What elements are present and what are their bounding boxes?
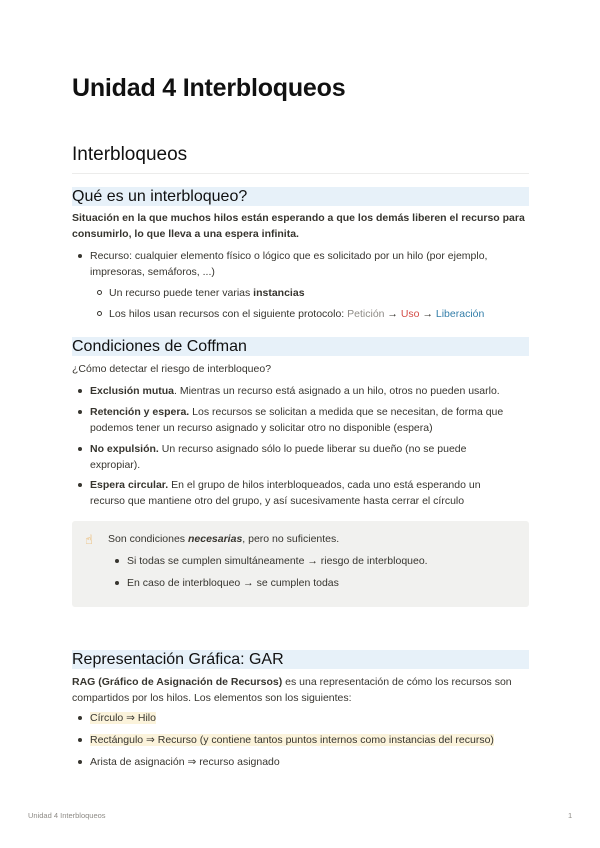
heading-coffman: Condiciones de Coffman: [72, 337, 529, 356]
bullet-dot: [78, 738, 82, 742]
coffman-item-3-text: Un recurso asignado sólo lo puede liberar su dueño (no se puede: [158, 443, 467, 455]
list-item-recurso: [90, 248, 530, 280]
gar-intro-line-2: compartidos por los hilos. Los elementos son los siguientes:: [72, 692, 352, 704]
gar-item-1-text: Círculo ⇒ Hilo: [90, 712, 156, 724]
bullet-dot: [115, 581, 119, 585]
bullet-circle: [97, 290, 102, 295]
gar-item-1: [90, 710, 156, 726]
pointing-hand-icon: ☝: [85, 532, 93, 547]
coffman-item-2-bold: Retención y espera.: [90, 406, 190, 418]
gar-intro-line-1: es una representación de cómo los recursos son: [282, 676, 512, 688]
callout-bullet-2-text: En caso de interbloqueo → se cumplen todas: [127, 577, 339, 589]
callout-text: [108, 531, 339, 547]
coffman-item-1: [90, 383, 530, 399]
definition-text: [72, 210, 525, 242]
footer-page-number: 1: [568, 811, 573, 820]
coffman-item-1-bold: Exclusión mutua: [90, 385, 175, 397]
callout-suffix: , pero no suficientes.: [242, 533, 340, 545]
sub1-bold: instancias: [253, 287, 305, 299]
footer-title: Unidad 4 Interbloqueos: [28, 811, 106, 820]
coffman-item-4-text: En el grupo de hilos interbloqueados, cada uno está esperando un: [168, 479, 481, 491]
bullet-dot: [78, 483, 82, 487]
callout-emph: necesarias: [187, 533, 243, 545]
liberacion-label: Liberación: [435, 308, 485, 320]
coffman-item-3-bold: No expulsión.: [90, 443, 159, 455]
bullet-dot: [78, 760, 82, 764]
bullet-dot: [115, 559, 119, 563]
gar-item-2: [90, 732, 494, 748]
coffman-item-2: [90, 404, 530, 436]
heading-que-es: Qué es un interbloqueo?: [72, 187, 529, 206]
coffman-item-4-line2: recurso que mantiene otro del grupo, y así sucesivamente hasta cerrar el círculo: [90, 495, 465, 507]
arrow-icon: →: [387, 308, 398, 320]
callout-prefix: Son condiciones: [108, 533, 188, 545]
coffman-item-3-line2: expropiar).: [90, 459, 141, 471]
coffman-item-3: [90, 441, 530, 473]
bullet-dot: [78, 716, 82, 720]
callout-box: [72, 521, 529, 607]
sub-item-protocolo: [109, 306, 484, 322]
gar-intro-bold: RAG (Gráfico de Asignación de Recursos): [72, 676, 283, 688]
recurso-line-1: Recurso: cualquier elemento físico o lógico que es solicitado por un hilo (por ejemplo,: [90, 250, 488, 262]
coffman-item-2-line2: podemos tener un recurso asignado y solicitar otro no disponible (espera): [90, 422, 433, 434]
bullet-dot: [78, 254, 82, 258]
sub-item-instancias: [109, 285, 305, 301]
gar-intro: [72, 674, 529, 706]
gar-item-3: [90, 754, 280, 770]
gar-item-3-text: Arista de asignación ⇒ recurso asignado: [90, 756, 280, 768]
sub2-text: Los hilos usan recursos con el siguiente protocolo:: [109, 308, 348, 320]
bullet-dot: [78, 410, 82, 414]
section-heading: Interbloqueos: [72, 144, 529, 174]
coffman-item-4-bold: Espera circular.: [90, 479, 169, 491]
gar-item-2-text: Rectángulo ⇒ Recurso (y contiene tantos puntos internos como instancias del recurso): [90, 734, 494, 746]
callout-bullet-2: [127, 575, 339, 591]
uso-label: Uso: [400, 308, 420, 320]
bullet-circle: [97, 311, 102, 316]
definition-line-2: consumirlo, lo que lleva a una espera infinita.: [72, 228, 299, 240]
sub1-text: Un recurso puede tener varias: [109, 287, 254, 299]
bullet-dot: [78, 389, 82, 393]
callout-bullet-1: [127, 553, 428, 569]
definition-line-1: Situación en la que muchos hilos están esperando a que los demás liberen el recurso para: [72, 212, 525, 224]
page-title: Unidad 4 Interbloqueos: [72, 74, 346, 102]
coffman-item-4: [90, 477, 530, 509]
coffman-item-1-text: . Mientras un recurso está asignado a un hilo, otros no pueden usarlo.: [174, 385, 500, 397]
heading-gar: Representación Gráfica: GAR: [72, 650, 529, 669]
arrow-icon: →: [422, 308, 433, 320]
bullet-dot: [78, 447, 82, 451]
recurso-line-2: impresoras, semáforos, ...): [90, 266, 215, 278]
coffman-item-2-text: Los recursos se solicitan a medida que se necesitan, de forma que: [189, 406, 504, 418]
coffman-question: ¿Cómo detectar el riesgo de interbloqueo?: [72, 363, 272, 375]
peticion-label: Petición: [347, 308, 385, 320]
callout-bullet-1-text: Si todas se cumplen simultáneamente → riesgo de interbloqueo.: [127, 555, 428, 567]
